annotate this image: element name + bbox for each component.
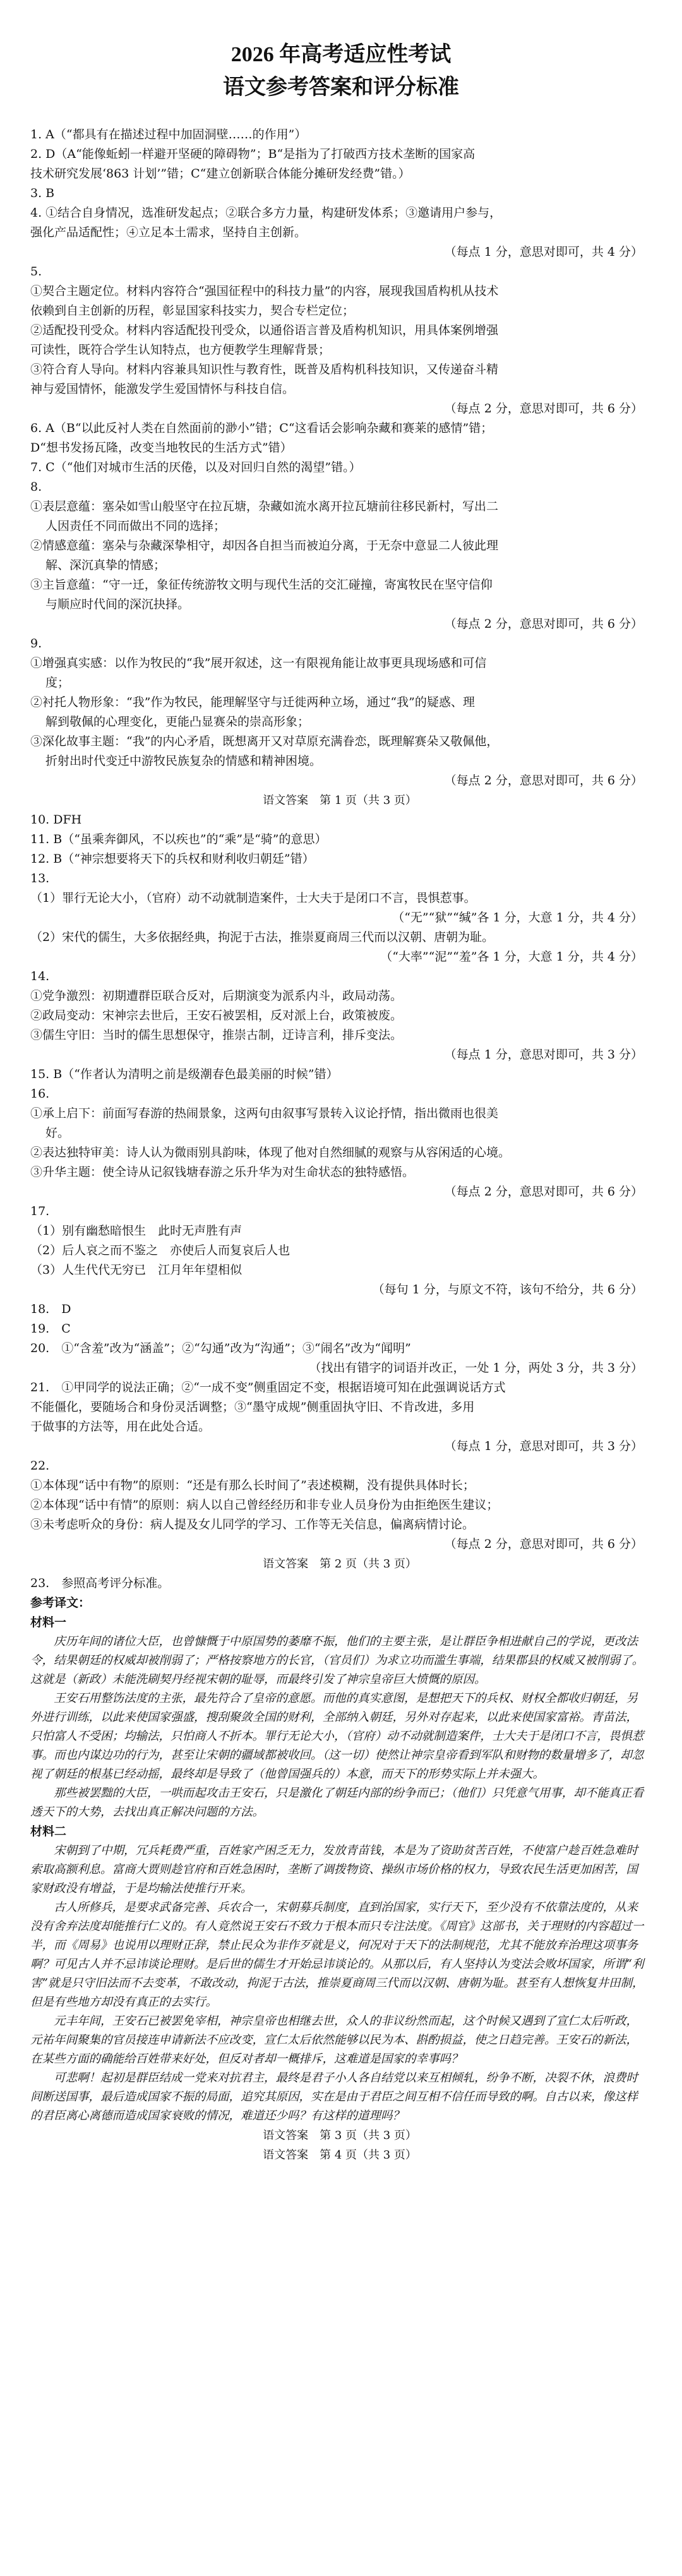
answer-line: 神与爱国情怀，能激发学生爱国情怀与科技自信。 — [30, 382, 295, 396]
answer-line: 18. D — [30, 1302, 71, 1316]
answer-line: （3）人生代代无穷已 江月年年望相似 — [30, 1263, 242, 1277]
answer-line: ①承上启下：前面写春游的热闹景象，这两句由叙事写景转入议论抒情，指出微雨也很美 — [30, 1106, 499, 1120]
answer-line: 折射出时代变迁中游牧民族复杂的情感和精神困境。 — [45, 754, 322, 768]
answer-line: 5. — [30, 265, 42, 279]
answer-line: ①表层意蕴：塞朵如雪山般坚守在拉瓦塘，杂藏如流水离开拉瓦塘前往移民新村，写出二 — [30, 500, 499, 513]
answer-line: 强化产品适配性；④立足本土需求，坚持自主创新。 — [30, 225, 307, 239]
page-footer: 语文答案 第 1 页（共 3 页） — [263, 794, 417, 807]
answer-line: 可读性，既符合学生认知特点，也方便教学生理解背景； — [30, 343, 331, 357]
answer-line: 材料一 — [30, 1615, 67, 1629]
answer-line: ①契合主题定位。材料内容符合“强国征程中的科技力量”的内容，展现我国盾构机从技术 — [30, 284, 499, 298]
answer-line: 10. DFH — [30, 813, 82, 827]
answer-line: 与顺应时代间的深沉抉择。 — [45, 597, 190, 611]
answer-line: ②本体现“话中有情”的原则：病人以自己曾经经历和非专业人员身份为由拒绝医生建议； — [30, 1498, 499, 1512]
translation-paragraph: 可悲啊！起初是群臣结成一党来对抗君主，最终是君子小人各自结党以来互相倾轧，纷争不断，决裂不休，浪费时间断送国事，最后造成国家不振的局面，追究其原因，实在是由于君臣之间互相不信任而导致的啊。自古以来，像这样的君臣离心离德而造成国家衰败的情况，难道还少吗？有这样的道理吗？ — [30, 2071, 638, 2123]
answer-line: 23. 参照高考评分标准。 — [30, 1576, 170, 1590]
answer-line: 人因责任不同而做出不同的选择； — [45, 519, 226, 533]
answer-line: 解、深沉真挚的情感； — [45, 558, 166, 572]
answer-line: 6. A（B“以此反衬人类在自然面前的渺小”错；C“这看话会影响杂藏和赛莱的感情”错； — [30, 421, 493, 435]
document-subtitle: 语文参考答案和评分标准 — [223, 76, 459, 99]
translation-paragraph: 宋朝到了中期，冗兵耗费严重，百姓家产困乏无力，发放青苗钱，本是为了资助贫苦百姓，不使富户趁百姓急难时索取高额利息。富商大贾则趁官府和百姓急困时，垄断了调拨物资、操纵市场价格的权力，导致农民生活更加困苦，国家财政没有增益，于是均输法使推行开来。 — [30, 1844, 638, 1895]
answer-line: 技术研究发展‘863 计划’”错；C“建立创新联合体能分摊研发经费”错。） — [30, 167, 410, 181]
answer-line: ①党争激烈：初期遭群臣联合反对，后期演变为派系内斗，政局动荡。 — [30, 989, 403, 1003]
answer-line: 依赖到自主创新的历程，彰显国家科技实力，契合专栏定位； — [30, 304, 355, 318]
answer-line: 度； — [45, 676, 70, 690]
answer-line: 参考译文： — [30, 1596, 91, 1610]
document-title: 2026 年高考适应性考试 — [230, 43, 452, 66]
answer-line: ②适配投刊受众。材料内容适配投刊受众，以通俗语言普及盾构机知识，用具体案例增强 — [30, 323, 499, 337]
answer-line: （每点 2 分，意思对即可，共 6 分） — [444, 402, 643, 416]
answer-line: （每点 1 分，意思对即可，共 3 分） — [444, 1439, 643, 1453]
answer-line: 11. B（“虽乘奔御风，不以疾也”的“乘”是“骑”的意思） — [30, 832, 327, 846]
answer-line: 12. B（“神宗想要将天下的兵权和财利收归朝廷”错） — [30, 852, 314, 866]
answer-line: 21. ①甲同学的说法正确；②“一成不变”侧重固定不变，根据语境可知在此强调说话方式 — [30, 1381, 506, 1394]
translation-paragraph: 古人所修兵，是要求武备完善、兵农合一，宋朝募兵制度，直到治国家，实行天下，至少没有不依靠法度的，从来没有舍弃法度却能推行仁义的。有人竟然说王安石不致力于根本而只专注法度。《周官》这部书，关于理财的内容超过一半，而《周易》也说用以理财正辞，禁止民众为非作歹就是义，何况对于天下的法制规范，尤其不能放弃治理这项事务啊？可见古人并不忌讳谈论理财。是后世的儒生才开始忌讳谈论的。从那以后，有人坚持认为变法会败坏国家，所谓“利害”就是只守旧法而不去变革，不敢改动，拘泥于古法，推崇夏商周三代而以汉朝、唐朝为耻。甚至有人想恢复井田制，但是有些地方却没有真正的去实行。 — [30, 1901, 644, 2009]
answer-line: ③未考虑听众的身份：病人提及女儿同学的学习、工作等无关信息，偏离病情讨论。 — [30, 1518, 475, 1531]
answer-line: （“大率”“泥”“羞”各 1 分，大意 1 分，共 4 分） — [380, 950, 643, 964]
answer-line: ③符合育人导向。材料内容兼具知识性与教育性，既普及盾构机科技知识，又传递奋斗精 — [30, 362, 499, 376]
answer-line: 13. — [30, 872, 50, 885]
answer-line: 4. ①结合自身情况，选准研发起点；②联合多方力量，构建研发体系；③邀请用户参与， — [30, 206, 502, 220]
answer-line: 7. C（“他们对城市生活的厌倦，以及对回归自然的渴望”错。） — [30, 460, 361, 474]
answer-line: ③深化故事主题：“我”的内心矛盾，既想离开又对草原充满眷恋，既理解赛朵又敬佩他， — [30, 734, 499, 748]
answer-line: D“想书发扬瓦隆，改变当地牧民的生活方式”错） — [30, 441, 292, 455]
answer-line: 1. A（“都具有在描述过程中加固洞壁……的作用”） — [30, 128, 307, 141]
answer-line: ②政局变动：宋神宗去世后，王安石被罢相，反对派上台，政策被废。 — [30, 1009, 403, 1022]
answer-line: （每点 2 分，意思对即可，共 6 分） — [444, 1537, 643, 1551]
answer-line: ②表达独特审美：诗人认为微雨别具韵味，体现了他对自然细腻的观察与从容闲适的心境。 — [30, 1146, 511, 1159]
answer-line: 解到敬佩的心理变化，更能凸显赛朵的崇高形象； — [45, 715, 310, 729]
answer-line: （找出有错字的词语并改正，一处 1 分，两处 3 分，共 3 分） — [309, 1361, 643, 1375]
answer-line: 14. — [30, 969, 50, 983]
answer-line: ①增强真实感：以作为牧民的“我”展开叙述，这一有限视角能让故事更具现场感和可信 — [30, 656, 487, 670]
page-footer: 语文答案 第 3 页（共 3 页） — [263, 2129, 417, 2142]
translation-paragraph: 那些被罢黜的大臣，一哄而起攻击王安石，只是激化了朝廷内部的纷争而已；（他们）只凭意气用事，却不能真正看透天下的大势，去找出真正解决问题的方法。 — [30, 1787, 644, 1819]
answer-line: 好。 — [45, 1126, 70, 1140]
answer-line: （每点 2 分，意思对即可，共 6 分） — [444, 1185, 643, 1199]
answer-content — [30, 125, 649, 2165]
answer-line: 16. — [30, 1087, 50, 1101]
answer-line: （2）宋代的儒生，大多依据经典，拘泥于古法，推崇夏商周三代而以汉朝、唐朝为耻。 — [30, 930, 494, 944]
answer-line: 2. D（A“能像蚯蚓一样避开坚硬的障碍物”；B“是指为了打破西方技术垄断的国家高 — [30, 147, 476, 161]
translation-paragraph: 元丰年间，王安石已被罢免宰相，神宗皇帝也相继去世，众人的非议纷然而起，这个时候又遇到了宣仁太后听政，元祐年间聚集的官员接连申请新法不应改变，宣仁太后依然能够以民为本、斟酌损益，使之日趋完善。王安石的新法，在某些方面的确能给百姓带来好处，但反对者却一概排斥，这难道是国家的幸事吗？ — [30, 2015, 638, 2066]
answer-line: （1）别有幽愁暗恨生 此时无声胜有声 — [30, 1224, 242, 1238]
answer-line: 22. — [30, 1459, 50, 1473]
answer-line: （1）罪行无论大小，（官府）动不动就制造案件，士大夫于是闭口不言，畏惧惹事。 — [30, 891, 476, 905]
answer-line: 17. — [30, 1204, 50, 1218]
answer-line: 9. — [30, 637, 42, 650]
answer-line: （每点 1 分，意思对即可，共 4 分） — [444, 245, 643, 259]
translation-paragraph: 王安石用整饬法度的主张，最先符合了皇帝的意愿。而他的真实意图，是想把天下的兵权、财权全都收归朝廷，另外进行训练，以此来使国家强盛，搜刮聚敛全国的财利，全部纳入朝廷，另外对存起来，以此来使国家富裕。青苗法，只怕富人不受困；均输法，只怕商人不折本。罪行无论大小，（官府）动不动就制造案件，士大夫于是闭口不言，畏惧惹事。而也内谋边功的行为，甚至让宋朝的疆域都被收回。（这一切）使然让神宗皇帝看到军队和财物的数量增多了，却忽视了朝廷的根基已经动摇，最终却是导致了（他曾国强兵的）本意，而天下的形势实际上并未强大。 — [30, 1692, 644, 1781]
page-footer: 语文答案 第 4 页（共 3 页） — [263, 2148, 417, 2162]
page-footer: 语文答案 第 2 页（共 3 页） — [263, 1557, 417, 1571]
answer-line: 8. — [30, 480, 42, 494]
answer-line: ③升华主题：使全诗从记叙钱塘春游之乐升华为对生命状态的独特感悟。 — [30, 1165, 415, 1179]
answer-line: 19. C — [30, 1322, 71, 1336]
translation-paragraph: 庆历年间的诸位大臣，也曾慷慨于中原国势的萎靡不振，他们的主要主张，是让群臣争相进献自己的学说，更改法令，结果朝廷的权威却被削弱了；严格按察地方的长官，（官员们）为求立功而滥生事端，结果郡县的权威又被削弱了。这就是（新政）未能洗刷契丹经视宋朝的耻辱，而最终引发了神宗皇帝巨大愤慨的原因。 — [30, 1635, 644, 1686]
answer-line: 20. ①“含羞”改为“涵盖”；②“勾通”改为“沟通”；③“闹名”改为“闻明” — [30, 1341, 411, 1355]
answer-line: （“无”“狱”“缄”各 1 分，大意 1 分，共 4 分） — [392, 911, 643, 925]
answer-line: 于做事的方法等，用在此处合适。 — [30, 1420, 211, 1434]
answer-line: （2）后人哀之而不鉴之 亦使后人而复哀后人也 — [30, 1243, 290, 1257]
answer-line: 15. B（“作者认为清明之前是级潮春色最美丽的时候”错） — [30, 1067, 338, 1081]
answer-line: （每句 1 分，与原文不符，该句不给分，共 6 分） — [372, 1283, 643, 1297]
answer-line: （每点 2 分，意思对即可，共 6 分） — [444, 774, 643, 788]
answer-line: 不能僵化，要随场合和身份灵活调整；③“墨守成规”侧重固执守旧、不肯改进，多用 — [30, 1400, 475, 1414]
answer-line: ②衬托人物形象：“我”作为牧民，能理解坚守与迁徙两种立场，通过“我”的疑惑、理 — [30, 695, 475, 709]
answer-line: ③儒生守旧：当时的儒生思想保守，推崇古制，迂诗言利，排斥变法。 — [30, 1028, 403, 1042]
answer-line: 材料二 — [30, 1824, 67, 1838]
answer-line: （每点 2 分，意思对即可，共 6 分） — [444, 617, 643, 631]
answer-line: 3. B — [30, 186, 55, 200]
answer-line: ③主旨意蕴：“守一迁，象征传统游牧文明与现代生活的交汇碰撞，寄寓牧民在坚守信仰 — [30, 578, 493, 592]
answer-line: （每点 1 分，意思对即可，共 3 分） — [444, 1048, 643, 1062]
answer-line: ②情感意蕴：塞朵与杂藏深挚相守，却因各自担当而被迫分离，于无奈中意显二人彼此理 — [30, 539, 499, 553]
answer-line: ①本体现“话中有物”的原则：“还是有那么长时间了”表述模糊，没有提供具体时长； — [30, 1478, 475, 1492]
